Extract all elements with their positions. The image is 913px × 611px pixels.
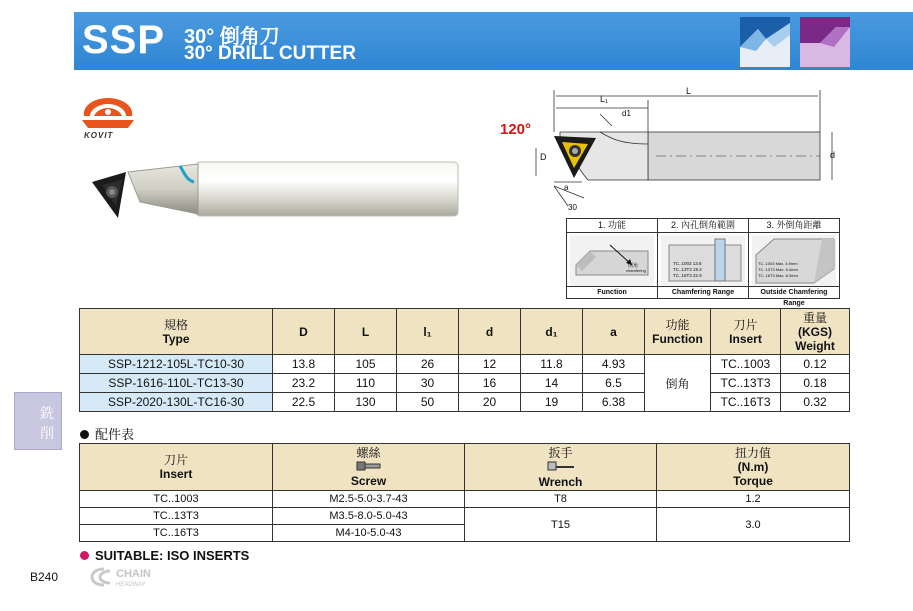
technical-drawing xyxy=(500,86,840,214)
cell-weight: 0.12 xyxy=(781,355,850,374)
angle-label: 120° xyxy=(500,121,532,138)
cell-screw: M2.5-5.0-3.7-43 xyxy=(273,491,465,508)
label-L1: L₁ xyxy=(600,94,609,104)
label-D: D xyxy=(540,152,547,162)
panel-title: 3. 外倒角距離 xyxy=(749,219,839,233)
svg-text:TC..1003 Max. 4.9mm: TC..1003 Max. 4.9mm xyxy=(758,261,798,266)
cell-function: 倒角 xyxy=(645,355,711,412)
cell-l1: 30 xyxy=(397,374,459,393)
title-chinese: 30° 倒角刀 xyxy=(184,26,280,48)
col-type: 規格 Type xyxy=(80,309,273,355)
label-a: a xyxy=(564,183,569,192)
cell-d1: 14 xyxy=(521,374,583,393)
spec-table xyxy=(79,308,850,412)
cell-insert: TC..13T3 xyxy=(80,508,273,525)
accessories-header-row xyxy=(80,444,850,491)
cell-d1: 11.8 xyxy=(521,355,583,374)
cell-a: 6.38 xyxy=(583,393,645,412)
cell-screw: M4-10-5.0-43 xyxy=(273,525,465,542)
cell-insert: TC..13T3 xyxy=(711,374,781,393)
function-panel xyxy=(567,219,658,298)
outside-chamfering-image xyxy=(752,235,836,287)
cell-torque: 1.2 xyxy=(657,491,850,508)
table-row xyxy=(80,393,850,412)
milling-operation-icon xyxy=(740,17,790,67)
cell-insert: TC..1003 xyxy=(711,355,781,374)
col-weight: 重量 (KGS) Weight xyxy=(781,309,850,355)
label-30: 30 xyxy=(568,203,577,212)
cell-wrench: T15 xyxy=(465,508,657,542)
cell-wrench: T8 xyxy=(465,491,657,508)
accessories-title: 配件表 xyxy=(80,424,134,443)
svg-text:TC..16T3 22.5: TC..16T3 22.5 xyxy=(673,273,702,278)
outside-chamfering-panel xyxy=(749,219,839,307)
svg-text:chamfering: chamfering xyxy=(626,268,646,273)
cell-a: 4.93 xyxy=(583,355,645,374)
chamfering-range-image xyxy=(661,235,745,287)
cell-d: 16 xyxy=(459,374,521,393)
cell-D: 22.5 xyxy=(273,393,335,412)
page-header xyxy=(74,12,913,70)
col-L: L xyxy=(335,309,397,355)
accessories-table xyxy=(79,443,850,542)
headway-brand-text: HEADWAY xyxy=(116,582,146,588)
cell-type: SSP-2020-130L-TC16-30 xyxy=(80,393,273,412)
col-screw: 螺絲 Screw xyxy=(273,444,465,491)
svg-text:TC..13T3 19.2: TC..13T3 19.2 xyxy=(673,267,702,272)
chamfering-range-panel xyxy=(658,219,749,298)
function-image xyxy=(570,235,654,287)
title-english: 30° DRILL CUTTER xyxy=(184,43,356,64)
svg-text:TC..13T3 Max. 6.4mm: TC..13T3 Max. 6.4mm xyxy=(758,267,798,272)
cell-L: 110 xyxy=(335,374,397,393)
screw-icon xyxy=(356,461,382,471)
logo-text: KOVIT xyxy=(84,131,114,140)
svg-text:TC..1003 13.8: TC..1003 13.8 xyxy=(673,261,702,266)
col-insert: 刀片 Insert xyxy=(711,309,781,355)
page-number: B240 xyxy=(30,570,59,584)
col-torque: 扭力值 (N.m) Torque xyxy=(657,444,850,491)
panel-title: 1. 功能 xyxy=(567,219,657,233)
col-d1: d₁ xyxy=(521,309,583,355)
table-row xyxy=(80,374,850,393)
label-d: d xyxy=(830,150,836,160)
chain-brand-text: CHAIN xyxy=(116,568,151,580)
cell-l1: 26 xyxy=(397,355,459,374)
cell-L: 105 xyxy=(335,355,397,374)
bullet-icon xyxy=(80,551,89,560)
chamfer-operation-icon xyxy=(800,17,850,67)
cell-type: SSP-1212-105L-TC10-30 xyxy=(80,355,273,374)
cell-type: SSP-1616-110L-TC13-30 xyxy=(80,374,273,393)
cell-torque: 3.0 xyxy=(657,508,850,542)
product-code: SSP xyxy=(82,18,166,62)
table-row xyxy=(80,508,850,525)
table-row xyxy=(80,355,850,374)
wrench-icon xyxy=(546,460,576,472)
cell-weight: 0.18 xyxy=(781,374,850,393)
section-side-tab xyxy=(14,392,62,450)
panel-footer: Chamfering Range xyxy=(658,286,748,298)
cell-d1: 19 xyxy=(521,393,583,412)
col-d: d xyxy=(459,309,521,355)
cell-D: 13.8 xyxy=(273,355,335,374)
cell-a: 6.5 xyxy=(583,374,645,393)
cell-D: 23.2 xyxy=(273,374,335,393)
side-tab-label: 銑 削 xyxy=(40,405,54,441)
cell-d: 20 xyxy=(459,393,521,412)
panel-footer: Function xyxy=(567,286,657,298)
col-a: a xyxy=(583,309,645,355)
tool-photo xyxy=(88,158,460,234)
cell-l1: 50 xyxy=(397,393,459,412)
cell-weight: 0.32 xyxy=(781,393,850,412)
col-l1: l₁ xyxy=(397,309,459,355)
cell-insert: TC..1003 xyxy=(80,491,273,508)
table-row xyxy=(80,491,850,508)
cell-insert: TC..16T3 xyxy=(80,525,273,542)
col-function: 功能 Function xyxy=(645,309,711,355)
col-wrench: 扳手 Wrench xyxy=(465,444,657,491)
svg-text:TC..16T3 Max. 8.3mm: TC..16T3 Max. 8.3mm xyxy=(758,273,798,278)
cell-screw: M3.5-8.0-5.0-43 xyxy=(273,508,465,525)
suitable-note: SUITABLE: ISO INSERTS xyxy=(80,548,249,563)
cell-d: 12 xyxy=(459,355,521,374)
svg-text:倒角: 倒角 xyxy=(628,263,639,269)
cell-insert: TC..16T3 xyxy=(711,393,781,412)
chain-headway-logo xyxy=(90,565,190,589)
function-info-box xyxy=(566,218,840,307)
label-L: L xyxy=(686,86,692,96)
panel-footer: Outside Chamfering Range xyxy=(749,286,839,298)
spec-header-row xyxy=(80,309,850,355)
panel-title: 2. 內孔倒角範圍 xyxy=(658,219,748,233)
col-insert: 刀片 Insert xyxy=(80,444,273,491)
bullet-icon xyxy=(80,430,89,439)
label-d1: d1 xyxy=(622,109,631,118)
col-D: D xyxy=(273,309,335,355)
cell-L: 130 xyxy=(335,393,397,412)
